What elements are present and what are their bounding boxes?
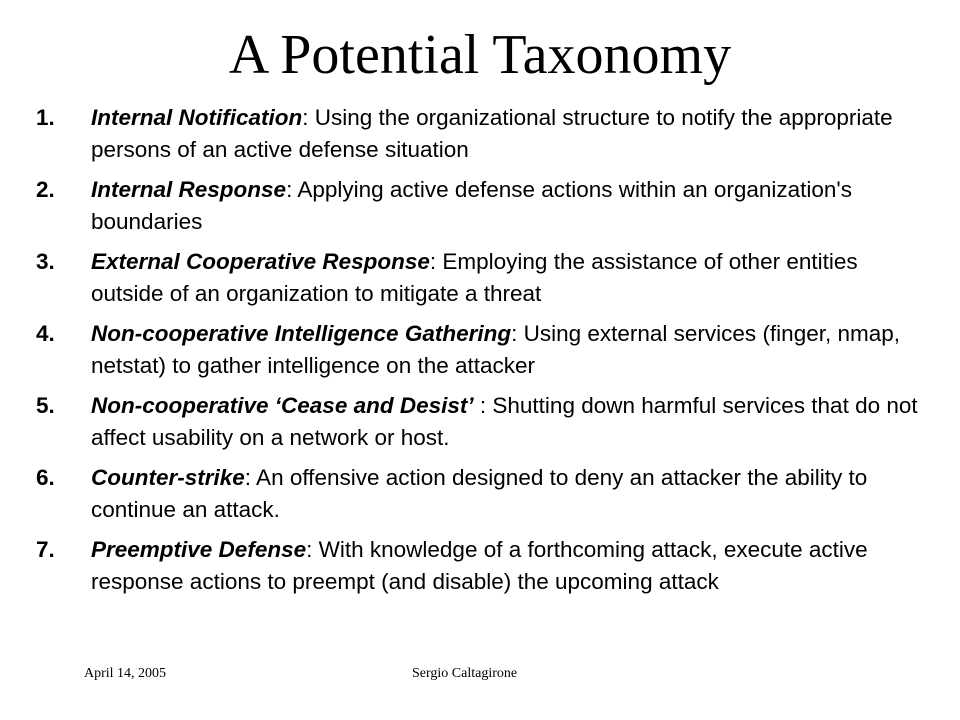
item-number: 2.	[36, 177, 55, 202]
list-item	[36, 318, 936, 382]
item-separator: :	[286, 177, 293, 202]
item-separator: :	[244, 465, 252, 490]
list-item	[36, 174, 936, 238]
item-term: Internal Response	[91, 177, 287, 202]
item-description: An offensive action designed to deny an attacker the ability to continue an attack.	[91, 465, 868, 522]
item-separator: :	[429, 249, 437, 274]
list-item	[36, 462, 936, 526]
item-term: Non-cooperative Intelligence Gathering	[91, 321, 512, 346]
item-description: Applying active defense actions within an organization's boundaries	[91, 177, 852, 234]
item-separator: :	[473, 393, 487, 418]
item-term: Non-cooperative ‘Cease and Desist’	[91, 393, 474, 418]
item-description: Employing the assistance of other entities outside of an organization to mitigate a threat	[91, 249, 858, 306]
item-description: Using external services (finger, nmap, netstat) to gather intelligence on the attacker	[91, 321, 901, 378]
item-term: Counter-strike	[91, 465, 245, 490]
item-number: 7.	[36, 537, 55, 562]
footer-date: April 14, 2005	[84, 666, 167, 681]
slide-title: A Potential Taxonomy	[228, 24, 732, 86]
list-item	[36, 534, 936, 598]
item-term: Preemptive Defense	[91, 537, 307, 562]
item-number: 1.	[36, 105, 55, 130]
footer-author: Sergio Caltagirone	[412, 666, 518, 681]
item-number: 5.	[36, 393, 55, 418]
item-term: Internal Notification	[91, 105, 303, 130]
taxonomy-list	[36, 102, 936, 606]
item-description: With knowledge of a forthcoming attack, execute active response actions to preempt (and disable) the upcoming attack	[91, 537, 868, 594]
list-item	[36, 102, 936, 166]
item-number: 6.	[36, 465, 55, 490]
item-separator: :	[511, 321, 518, 346]
item-description: Shutting down harmful services that do not affect usability on a network or host.	[91, 393, 918, 450]
item-separator: :	[302, 105, 309, 130]
list-item	[36, 246, 936, 310]
item-number: 4.	[36, 321, 55, 346]
item-separator: :	[306, 537, 313, 562]
item-term: External Cooperative Response	[91, 249, 430, 274]
item-description: Using the organizational structure to notify the appropriate persons of an active defense situation	[91, 105, 893, 162]
item-number: 3.	[36, 249, 55, 274]
list-item	[36, 390, 936, 454]
